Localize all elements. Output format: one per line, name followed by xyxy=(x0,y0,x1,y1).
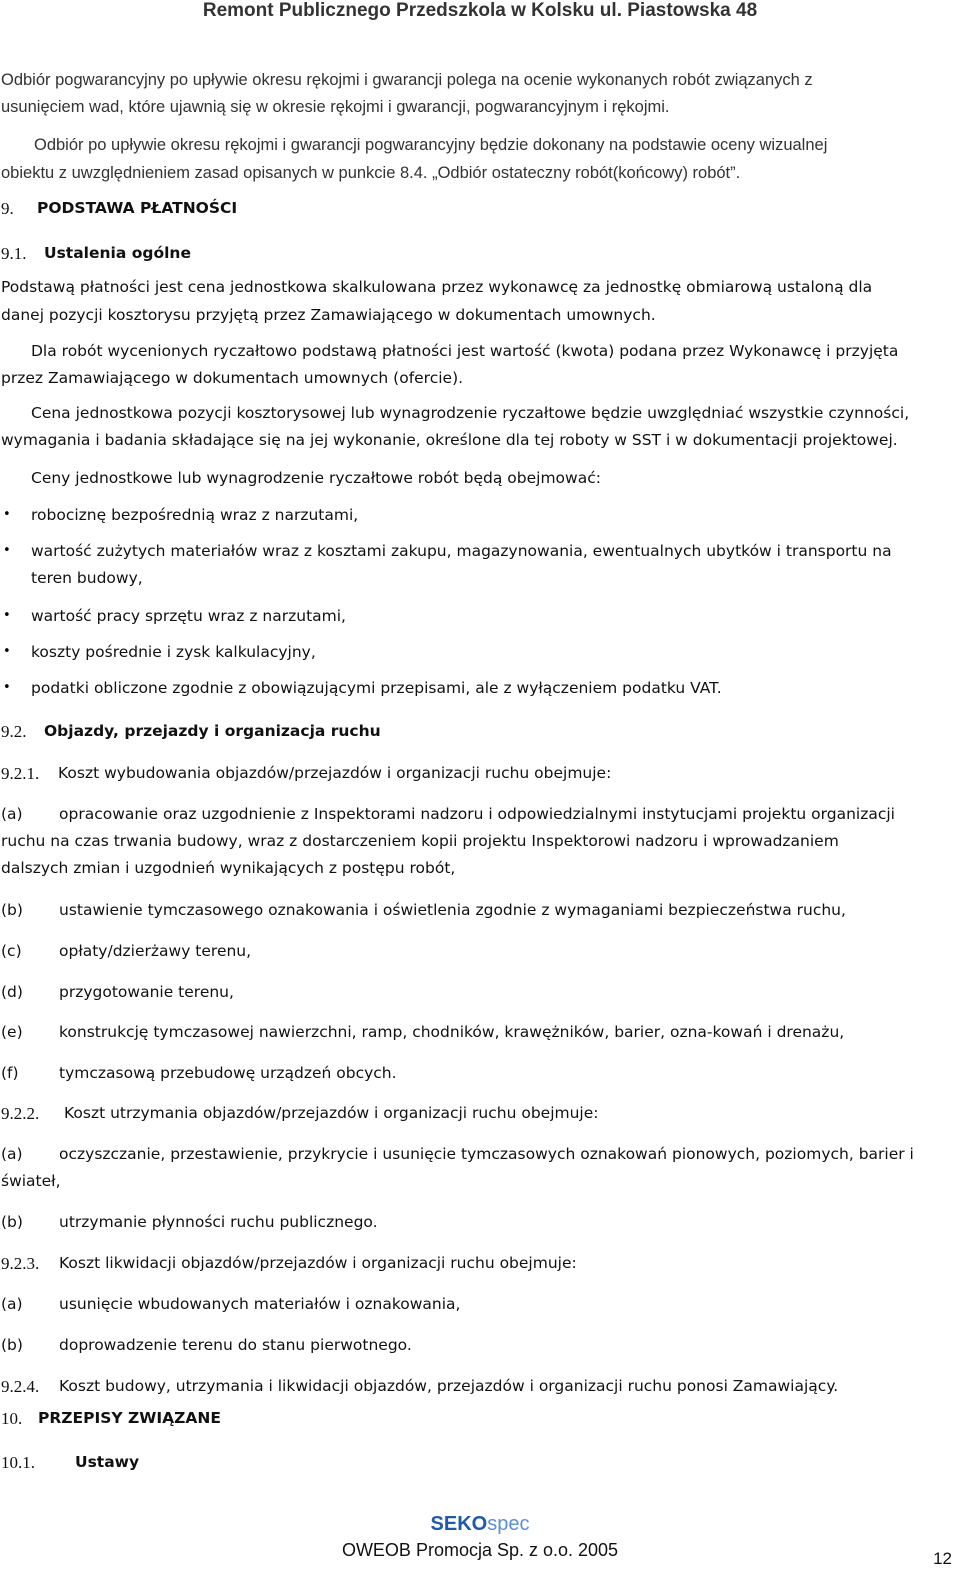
section-9-1-title: Ustalenia ogólne xyxy=(44,244,191,262)
footer-brand-part2: spec xyxy=(487,1513,530,1535)
section-9-2-3-text: Koszt likwidacji objazdów/przejazdów i organizacji ruchu obejmuje: xyxy=(59,1254,577,1272)
section-10-1-title: Ustawy xyxy=(75,1453,140,1471)
bullet-glyph: • xyxy=(3,644,11,659)
s921-b-text: ustawienie tymczasowego oznakowania i oświetlenia zgodnie z wymaganiami bezpieczeństwa ruchu, xyxy=(59,901,846,919)
s921-a-label: (a) xyxy=(1,805,23,823)
s921-e-text: konstrukcję tymczasowej nawierzchni, ramp, chodników, krawężników, barier, ozna-kowań i drenażu, xyxy=(59,1023,845,1041)
bullet-3: wartość pracy sprzętu wraz z narzutami, xyxy=(31,607,346,625)
footer-brand-logo xyxy=(0,1513,960,1536)
s921-f-label: (f) xyxy=(1,1064,19,1082)
s922-a-label: (a) xyxy=(1,1145,23,1163)
s923-b-text: doprowadzenie terenu do stanu pierwotnego. xyxy=(59,1336,412,1354)
s91-p4: Ceny jednostkowe lub wynagrodzenie ryczałtowe robót będą obejmować: xyxy=(31,469,601,487)
s921-d-text: przygotowanie terenu, xyxy=(59,983,234,1001)
section-9-2-2-number: 9.2.2. xyxy=(1,1104,40,1123)
s922-a-line1: oczyszczanie, przestawienie, przykrycie i usunięcie tymczasowych oznakowań pionowych, poziomych, barier i xyxy=(59,1145,914,1163)
s91-p1-line1: Podstawą płatności jest cena jednostkowa skalkulowana przez wykonawcę za jednostkę obmiarową ustaloną dla xyxy=(1,278,873,296)
section-10-1-number: 10.1. xyxy=(1,1453,35,1472)
s923-a-label: (a) xyxy=(1,1295,23,1313)
intro-p1-line1: Odbiór pogwarancyjny po upływie okresu rękojmi i gwarancji polega na ocenie wykonanych robót związanych z xyxy=(1,71,813,89)
bullet-4: koszty pośrednie i zysk kalkulacyjny, xyxy=(31,643,316,661)
section-9-2-3-number: 9.2.3. xyxy=(1,1254,40,1273)
intro-p1-line2: usunięciem wad, które ujawnią się w okresie rękojmi i gwarancji, pogwarancyjnym i rękojmi. xyxy=(1,98,670,116)
bullet-2-line1: wartość zużytych materiałów wraz z kosztami zakupu, magazynowania, ewentualnych ubytków i transportu na xyxy=(31,542,892,560)
page-header-title: Remont Publicznego Przedszkola w Kolsku ul. Piastowska 48 xyxy=(202,0,758,21)
s922-b-text: utrzymanie płynności ruchu publicznego. xyxy=(59,1213,378,1231)
section-9-2-4-number: 9.2.4. xyxy=(1,1377,40,1396)
section-9-1-number: 9.1. xyxy=(1,244,27,263)
bullet-glyph: • xyxy=(3,507,11,522)
s921-c-text: opłaty/dzierżawy terenu, xyxy=(59,942,252,960)
section-9-2-4-text: Koszt budowy, utrzymania i likwidacji objazdów, przejazdów i organizacji ruchu ponosi Zamawiający. xyxy=(59,1377,839,1395)
section-10-number: 10. xyxy=(1,1409,23,1428)
page-number: 12 xyxy=(933,1549,952,1568)
s921-a-line3: dalszych zmian i uzgodnień wynikających z postępu robót, xyxy=(1,859,456,877)
section-9-title: PODSTAWA PŁATNOŚCI xyxy=(37,199,238,217)
s922-a-line2: świateł, xyxy=(1,1172,61,1190)
s91-p3-line1: Cena jednostkowa pozycji kosztorysowej lub wynagrodzenie ryczałtowe będzie uwzględniać wszystkie czynności, xyxy=(31,404,910,422)
section-10-title: PRZEPISY ZWIĄZANE xyxy=(38,1409,221,1427)
bullet-1: robociznę bezpośrednią wraz z narzutami, xyxy=(31,506,359,524)
bullet-5: podatki obliczone zgodnie z obowiązującymi przepisami, ale z wyłączeniem podatku VAT. xyxy=(31,679,722,697)
bullet-glyph: • xyxy=(3,608,11,623)
section-9-2-1-number: 9.2.1. xyxy=(1,764,40,783)
s921-e-label: (e) xyxy=(1,1023,23,1041)
s921-a-line1: opracowanie oraz uzgodnienie z Inspektorami nadzoru i odpowiedzialnymi instytucjami projektu organizacji xyxy=(59,805,895,823)
bullet-glyph: • xyxy=(3,543,11,558)
s91-p2-line1: Dla robót wycenionych ryczałtowo podstawą płatności jest wartość (kwota) podana przez Wykonawcę i przyjęta xyxy=(31,342,899,360)
s921-a-line2: ruchu na czas trwania budowy, wraz z dostarczeniem kopii projektu Inspektorowi nadzoru i wprowadzaniem xyxy=(1,832,839,850)
section-9-number: 9. xyxy=(1,199,14,218)
s923-a-text: usunięcie wbudowanych materiałów i oznakowania, xyxy=(59,1295,461,1313)
intro-p2-line1: Odbiór po upływie okresu rękojmi i gwarancji pogwarancyjny będzie dokonany na podstawie oceny wizualnej xyxy=(34,136,828,154)
intro-p2-line2: obiektu z uwzględnieniem zasad opisanych w punkcie 8.4. „Odbiór ostateczny robót(końcowy) robót”. xyxy=(1,164,741,182)
s91-p3-line2: wymagania i badania składające się na jej wykonanie, określone dla tej roboty w SST i w dokumentacji projektowej. xyxy=(1,431,898,449)
s923-b-label: (b) xyxy=(1,1336,23,1354)
footer-organization: OWEOB Promocja Sp. z o.o. 2005 xyxy=(341,1540,619,1560)
section-9-2-1-text: Koszt wybudowania objazdów/przejazdów i organizacji ruchu obejmuje: xyxy=(58,764,612,782)
s921-f-text: tymczasową przebudowę urządzeń obcych. xyxy=(59,1064,397,1082)
section-9-2-number: 9.2. xyxy=(1,722,27,741)
s91-p1-line2: danej pozycji kosztorysu przyjętą przez Zamawiającego w dokumentach umownych. xyxy=(1,306,656,324)
s921-d-label: (d) xyxy=(1,983,23,1001)
s921-b-label: (b) xyxy=(1,901,23,919)
s91-p2-line2: przez Zamawiającego w dokumentach umownych (ofercie). xyxy=(1,369,464,387)
section-9-2-2-text: Koszt utrzymania objazdów/przejazdów i organizacji ruchu obejmuje: xyxy=(64,1104,599,1122)
bullet-glyph: • xyxy=(3,680,11,695)
s921-c-label: (c) xyxy=(1,942,22,960)
section-9-2-title: Objazdy, przejazdy i organizacja ruchu xyxy=(44,722,381,740)
footer-brand-part1: SEKO xyxy=(430,1513,488,1535)
s922-b-label: (b) xyxy=(1,1213,23,1231)
bullet-2-line2: teren budowy, xyxy=(31,569,143,587)
